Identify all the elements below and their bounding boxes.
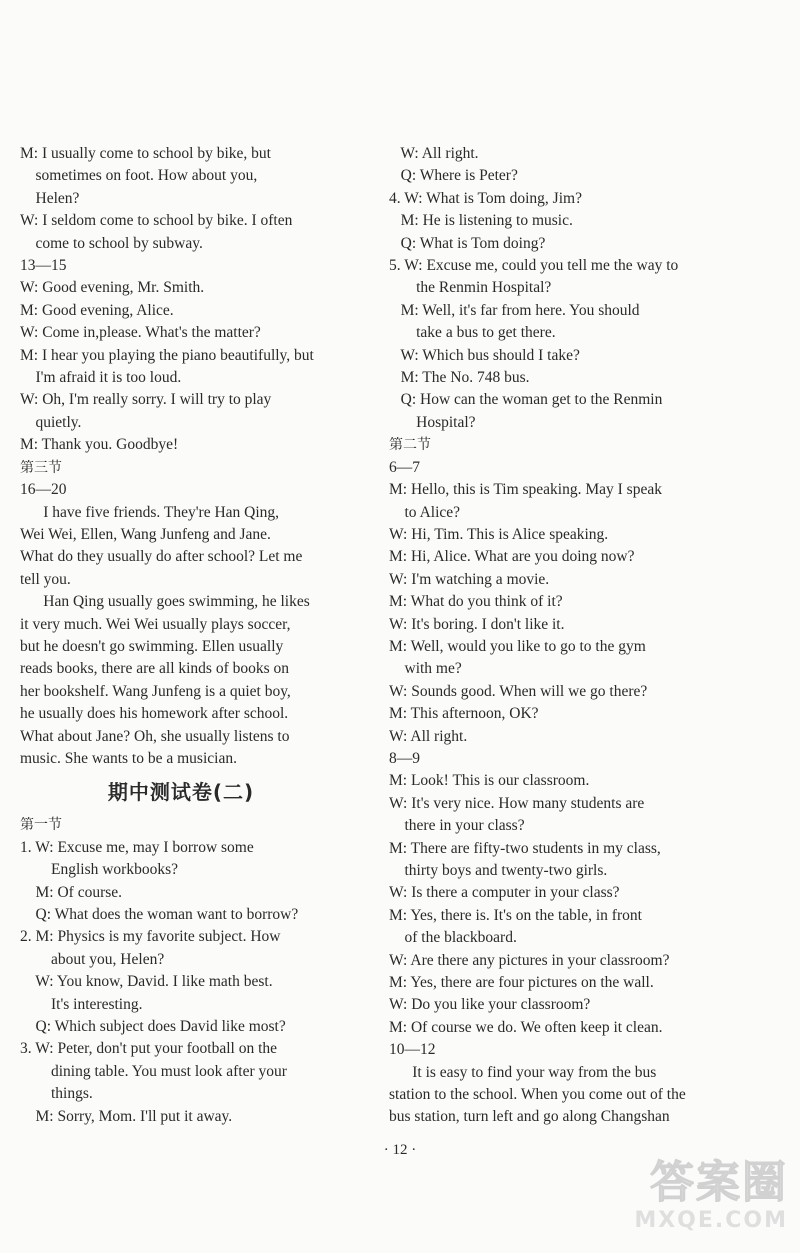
text-line: M: The No. 748 bus. bbox=[389, 369, 530, 387]
text-line: 5. W: Excuse me, could you tell me the way to bbox=[389, 257, 679, 275]
text-line: W: Come in,please. What's the matter? bbox=[20, 324, 261, 342]
text-line: M: Yes, there are four pictures on the wall. bbox=[389, 974, 654, 992]
text-line: English workbooks? bbox=[20, 861, 179, 879]
text-line: M: This afternoon, OK? bbox=[389, 705, 539, 723]
text-line: M: I hear you playing the piano beautifully, but bbox=[20, 346, 314, 364]
section-heading: 第一节 bbox=[20, 817, 62, 834]
text-line: station to the school. When you come out of the bbox=[389, 1086, 686, 1104]
text-line: 8—9 bbox=[389, 749, 420, 767]
text-line: 16—20 bbox=[20, 481, 67, 499]
text-line: Hospital? bbox=[389, 413, 476, 431]
text-line: sometimes on foot. How about you, bbox=[20, 167, 258, 185]
text-line: W: Sounds good. When will we go there? bbox=[389, 682, 648, 700]
text-line: Q: Where is Peter? bbox=[389, 167, 518, 185]
text-line: to Alice? bbox=[389, 503, 461, 521]
text-line: What about Jane? Oh, she usually listens to bbox=[20, 727, 290, 745]
text-line: 4. W: What is Tom doing, Jim? bbox=[389, 189, 582, 207]
text-line: take a bus to get there. bbox=[389, 324, 556, 342]
text-line: tell you. bbox=[20, 570, 71, 588]
text-line: M: Of course. bbox=[20, 883, 123, 901]
text-line: M: Of course we do. We often keep it clean. bbox=[389, 1018, 663, 1036]
text-line: of the blackboard. bbox=[389, 929, 517, 947]
text-line: W: Which bus should I take? bbox=[389, 346, 580, 364]
text-line: M: Good evening, Alice. bbox=[20, 301, 174, 319]
watermark-text: 答案圈 bbox=[650, 1157, 788, 1208]
text-line: Helen? bbox=[20, 189, 80, 207]
text-line: W: I'm watching a movie. bbox=[389, 570, 550, 588]
text-line: M: Look! This is our classroom. bbox=[389, 772, 590, 790]
text-line: Wei Wei, Ellen, Wang Junfeng and Jane. bbox=[20, 525, 271, 543]
text-line: 13—15 bbox=[20, 257, 67, 275]
text-line: Q: What is Tom doing? bbox=[389, 234, 546, 252]
text-line: M: Well, it's far from here. You should bbox=[389, 301, 640, 319]
text-line: W: Hi, Tim. This is Alice speaking. bbox=[389, 525, 609, 543]
text-line: M: There are fifty-two students in my class, bbox=[389, 839, 661, 857]
text-line: W: Are there any pictures in your classroom? bbox=[389, 951, 670, 969]
text-line: Q: How can the woman get to the Renmin bbox=[389, 391, 663, 409]
text-line: It is easy to find your way from the bus bbox=[389, 1063, 657, 1081]
text-line: It's interesting. bbox=[20, 995, 143, 1013]
text-line: but he doesn't go swimming. Ellen usually bbox=[20, 637, 284, 655]
page-number: · 12 · bbox=[383, 1142, 417, 1158]
text-line: What do they usually do after school? Let me bbox=[20, 548, 303, 566]
text-line: W: It's very nice. How many students are bbox=[389, 794, 645, 812]
text-line: M: He is listening to music. bbox=[389, 212, 573, 230]
watermark-url: MXQE.COM bbox=[634, 1208, 788, 1233]
text-line: M: Hello, this is Tim speaking. May I speak bbox=[389, 481, 662, 499]
text-line: quietly. bbox=[20, 413, 82, 431]
text-line: dining table. You must look after your bbox=[20, 1062, 287, 1080]
text-line: M: Well, would you like to go to the gym bbox=[389, 637, 646, 655]
text-line: M: What do you think of it? bbox=[389, 593, 563, 611]
text-line: it very much. Wei Wei usually plays soccer, bbox=[20, 615, 291, 633]
text-line: W: You know, David. I like math best. bbox=[20, 973, 273, 991]
watermark-logo bbox=[588, 1158, 788, 1246]
text-line: W: I seldom come to school by bike. I often bbox=[20, 212, 293, 230]
text-line: Q: What does the woman want to borrow? bbox=[20, 906, 299, 923]
text-line: he usually does his homework after school. bbox=[20, 705, 289, 723]
text-line: W: Good evening, Mr. Smith. bbox=[20, 279, 205, 297]
text-line: W: Is there a computer in your class? bbox=[389, 884, 620, 902]
text-line: bus station, turn left and go along Changshan bbox=[389, 1108, 670, 1126]
text-line: Han Qing usually goes swimming, he likes bbox=[20, 593, 310, 611]
text-line: M: Thank you. Goodbye! bbox=[20, 436, 179, 454]
text-line: the Renmin Hospital? bbox=[389, 279, 552, 297]
text-line: W: It's boring. I don't like it. bbox=[389, 615, 565, 633]
text-line: W: Do you like your classroom? bbox=[389, 996, 591, 1014]
text-line: M: Yes, there is. It's on the table, in front bbox=[389, 906, 642, 924]
text-line: I have five friends. They're Han Qing, bbox=[20, 503, 280, 521]
text-line: her bookshelf. Wang Junfeng is a quiet boy, bbox=[20, 682, 291, 700]
text-line: W: All right. bbox=[389, 727, 468, 745]
text-line: things. bbox=[20, 1085, 93, 1103]
section-heading: 第二节 bbox=[389, 437, 431, 454]
section-heading: 第三节 bbox=[20, 459, 62, 476]
text-line: 1. W: Excuse me, may I borrow some bbox=[20, 838, 254, 856]
text-line: 2. M: Physics is my favorite subject. How bbox=[20, 928, 281, 946]
section-title: 期中测试卷(二) bbox=[107, 780, 255, 805]
text-line: reads books, there are all kinds of books on bbox=[20, 660, 290, 678]
text-line: I'm afraid it is too loud. bbox=[20, 369, 182, 387]
text-line: 6—7 bbox=[389, 458, 420, 476]
text-line: there in your class? bbox=[389, 817, 525, 835]
text-line: W: Oh, I'm really sorry. I will try to play bbox=[20, 391, 272, 409]
text-line: 10—12 bbox=[389, 1041, 436, 1059]
text-line: with me? bbox=[389, 660, 462, 678]
text-line: Q: Which subject does David like most? bbox=[20, 1018, 286, 1036]
left-column bbox=[20, 143, 342, 1128]
text-line: thirty boys and twenty-two girls. bbox=[389, 862, 608, 879]
text-line: come to school by subway. bbox=[20, 234, 203, 252]
text-line: music. She wants to be a musician. bbox=[20, 749, 237, 767]
text-line: M: Hi, Alice. What are you doing now? bbox=[389, 548, 635, 566]
text-line: M: Sorry, Mom. I'll put it away. bbox=[20, 1107, 233, 1125]
right-column bbox=[389, 143, 711, 1129]
text-line: 3. W: Peter, don't put your football on the bbox=[20, 1040, 278, 1058]
text-line: M: I usually come to school by bike, but bbox=[20, 145, 271, 162]
text-line: about you, Helen? bbox=[20, 950, 165, 968]
text-line: W: All right. bbox=[389, 145, 479, 162]
